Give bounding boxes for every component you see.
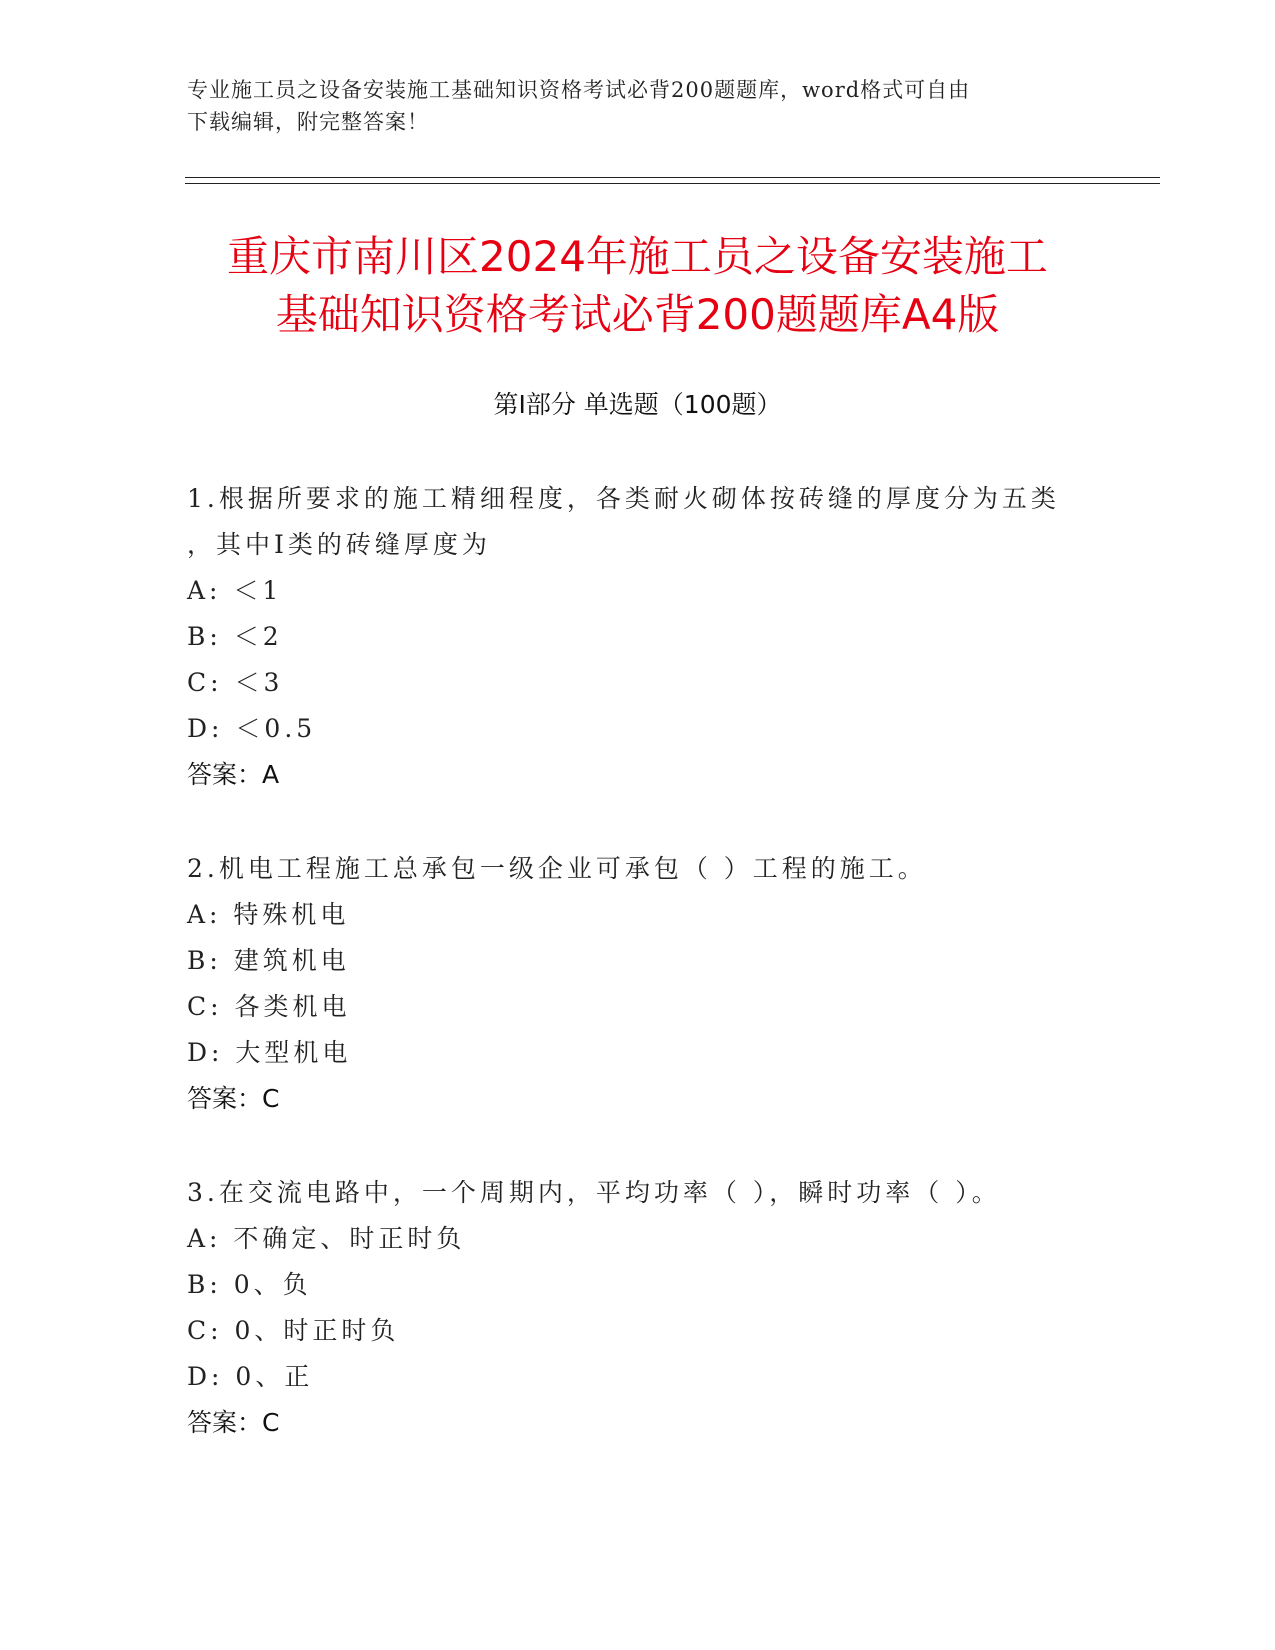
question-stem-line: 2.机电工程施工总承包一级企业可承包（ ）工程的施工。 bbox=[187, 854, 927, 883]
answer-line: 答案：C bbox=[187, 1084, 280, 1113]
header-divider-top bbox=[185, 177, 1160, 178]
option-d: D: 大型机电 bbox=[187, 1038, 352, 1067]
question-3 bbox=[187, 1170, 1087, 1446]
option-b: B: 0、负 bbox=[187, 1270, 312, 1299]
answer-line: 答案：A bbox=[187, 760, 280, 789]
question-stem-line: 3.在交流电路中，一个周期内，平均功率（ ），瞬时功率（ ）。 bbox=[187, 1178, 1001, 1207]
question-stem-line: ，其中Ⅰ类的砖缝厚度为 bbox=[187, 530, 491, 559]
option-c: C: ＜3 bbox=[187, 668, 284, 697]
option-d: D: ＜0.5 bbox=[187, 714, 317, 743]
header-divider-bottom bbox=[185, 183, 1160, 184]
question-stem-line: 1.根据所要求的施工精细程度，各类耐火砌体按砖缝的厚度分为五类 bbox=[187, 484, 1060, 513]
document-title-line-2: 基础知识资格考试必背200题题库A4版 bbox=[275, 290, 1000, 339]
option-b: B: 建筑机电 bbox=[187, 946, 350, 975]
header-note-line-2: 下载编辑，附完整答案！ bbox=[187, 110, 429, 134]
option-a: A: ＜1 bbox=[187, 576, 283, 605]
document-title bbox=[0, 228, 1275, 344]
question-1 bbox=[187, 476, 1087, 798]
question-list bbox=[187, 476, 1087, 1494]
header-note bbox=[187, 74, 1087, 138]
header-note-line-1: 专业施工员之设备安装施工基础知识资格考试必背200题题库，word格式可自由 bbox=[187, 78, 971, 102]
option-c: C: 各类机电 bbox=[187, 992, 351, 1021]
option-b: B: ＜2 bbox=[187, 622, 283, 651]
option-a: A: 不确定、时正时负 bbox=[187, 1224, 466, 1253]
option-a: A: 特殊机电 bbox=[187, 900, 350, 929]
option-c: C: 0、时正时负 bbox=[187, 1316, 400, 1345]
answer-line: 答案：C bbox=[187, 1408, 280, 1437]
question-2 bbox=[187, 846, 1087, 1122]
document-title-line-1: 重庆市南川区2024年施工员之设备安装施工 bbox=[227, 232, 1048, 281]
section-heading: 第Ⅰ部分 单选题（100题） bbox=[493, 390, 782, 419]
option-d: D: 0、正 bbox=[187, 1362, 314, 1391]
